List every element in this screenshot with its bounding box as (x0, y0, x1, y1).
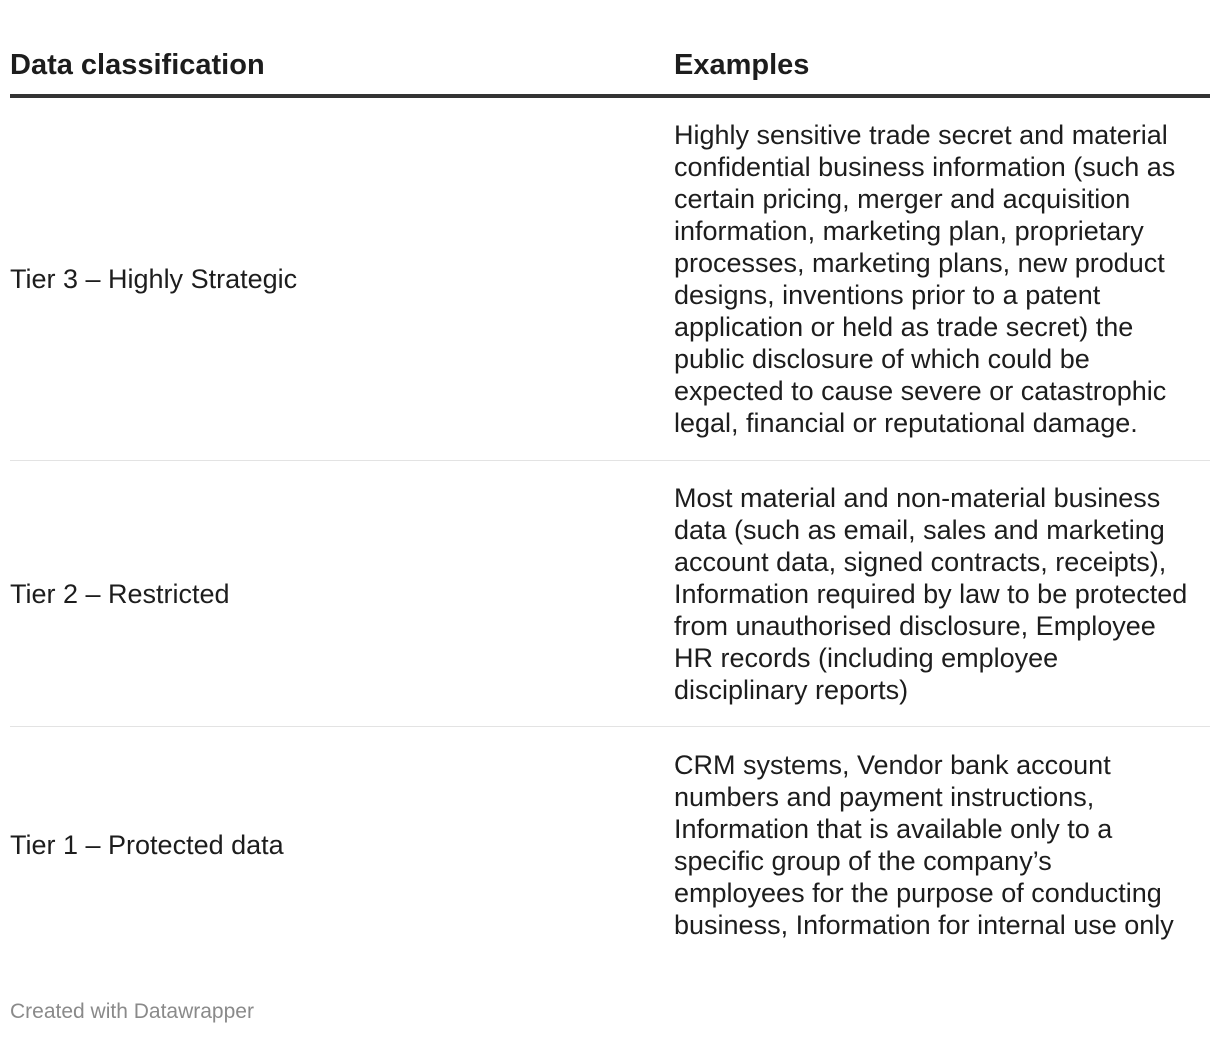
classification-cell: Tier 2 – Restricted (10, 578, 230, 609)
header-classification: Data classification (10, 49, 265, 81)
classification-cell: Tier 1 – Protected data (10, 830, 284, 860)
examples-cell: Highly sensitive trade secret and material confidential business information (such as certain pricing, merger and acquisition information, marketing plan, proprietary processes, marketing plans, new product designs, inventions prior to a patent application or held as trade secret) the public disclosure of which could be expected to cause severe or catastrophic legal, financial or reputational damage. (674, 120, 1176, 438)
table-row (10, 461, 1210, 727)
table-row (10, 98, 1210, 461)
classification-cell: Tier 3 – Highly Strategic (10, 264, 298, 294)
datawrapper-credit: Created with Datawrapper (10, 1000, 254, 1023)
table-row (10, 727, 1210, 963)
header-examples: Examples (674, 49, 810, 81)
examples-cell: CRM systems, Vendor bank account numbers and payment instructions, Information that is available only to a specific group of the company’s employees for the purpose of conducting business, Information for internal use only (674, 750, 1174, 940)
examples-cell: Most material and non-material business data (such as email, sales and marketing account data, signed contracts, receipts), Information required by law to be protected from unauthorised disclosure, Employee HR records (including employee disciplinary reports) (674, 482, 1188, 705)
data-classification-table (10, 40, 1210, 963)
table-header (10, 40, 1210, 98)
